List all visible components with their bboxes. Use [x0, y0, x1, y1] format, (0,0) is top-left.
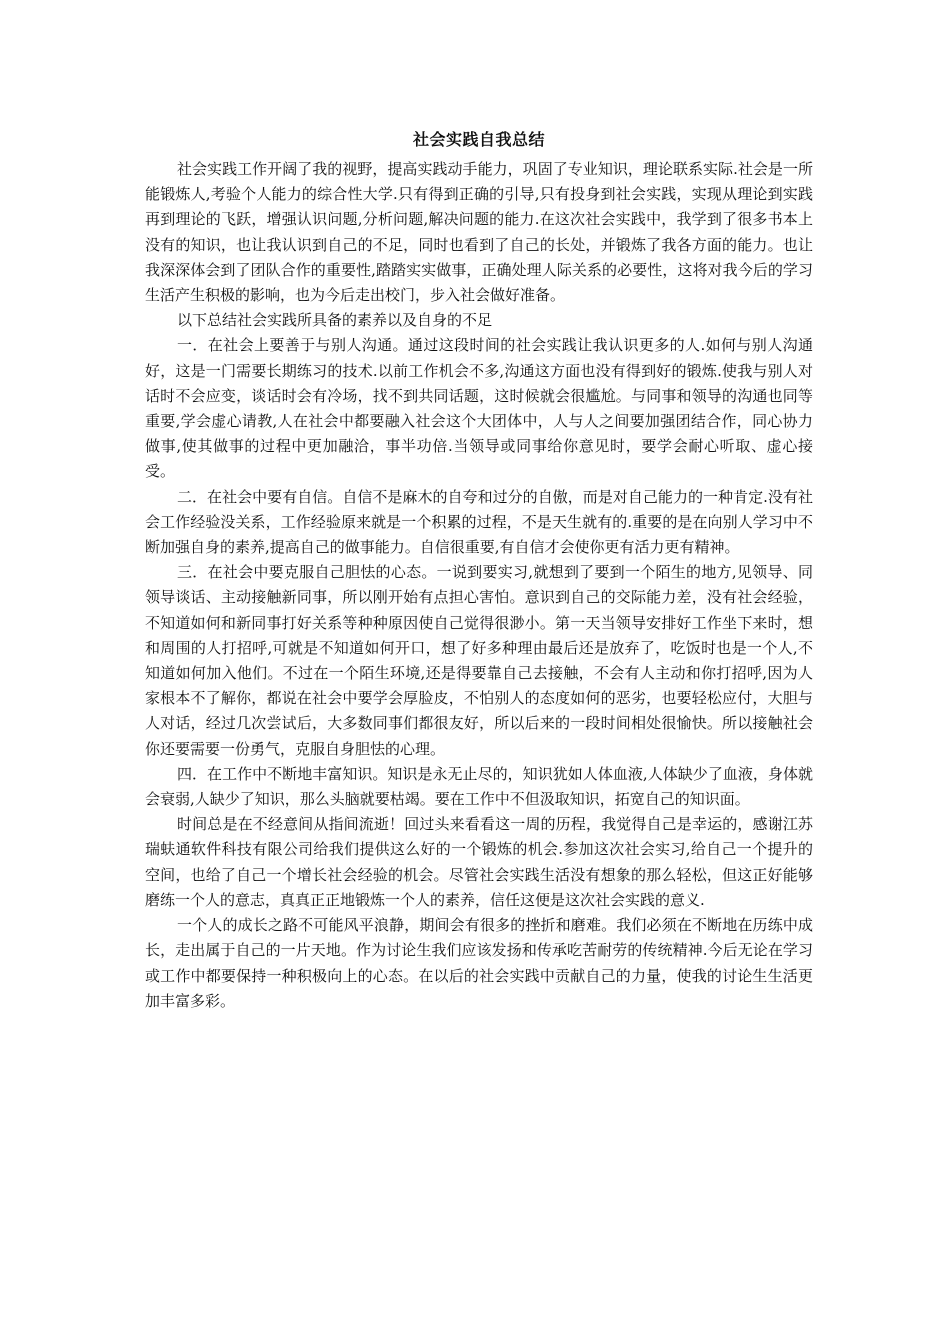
paragraph-conclusion: 一个人的成长之路不可能风平浪静，期间会有很多的挫折和磨难。我们必须在不断地在历练中成长，走出属于自己的一片天地。作为讨论生我们应该发扬和传承吃苦耐劳的传统精神.今后无论在学习或工作中都要保持一种积极向上的心态。在以后的社会实践中贡献自己的力量，使我的讨论生生活更加丰富多彩。 [145, 916, 813, 1010]
document-body [145, 123, 813, 1014]
paragraph-reflection: 时间总是在不经意间从指间流逝！回过头来看看这一周的历程，我觉得自己是幸运的，感谢江苏瑞蚨通软件科技有限公司给我们提供这么好的一个锻炼的机会.参加这次社会实习,给自己一个提升的空间，也给了自己一个增长社会经验的机会。尽管社会实践生活没有想象的那么轻松，但这正好能够磨练一个人的意志，真真正正地锻炼一个人的素养，信任这便是这次社会实践的意义. [145, 815, 813, 909]
paragraph-summary-lead: 以下总结社会实践所具备的素养以及自身的不足 [177, 311, 493, 330]
paragraph-intro: 社会实践工作开阔了我的视野，提高实践动手能力，巩固了专业知识，理论联系实际.社会是一所能锻炼人,考验个人能力的综合性大学.只有得到正确的引导,只有投身到社会实践，实现从理论到实践再到理论的飞跃，增强认识问题,分析问题,解决问题的能力.在这次社会实践中，我学到了很多书本上没有的知识，也让我认识到自己的不足，同时也看到了自己的长处，并锻炼了我各方面的能力。也让我深深体会到了团队合作的重要性,踏踏实实做事，正确处理人际关系的必要性，这将对我今后的学习生活产生积极的影响，也为今后走出校门，步入社会做好准备。 [145, 160, 813, 305]
paragraph-point-2: 二．在社会中要有自信。自信不是麻木的自夸和过分的自傲，而是对自己能力的一种肯定.没有社会工作经验没关系，工作经验原来就是一个积累的过程，不是天生就有的.重要的是在向别人学习中不断加强自身的素养,提高自己的做事能力。自信很重要,有自信才会使你更有活力更有精神。 [145, 487, 813, 557]
document-title: 社会实践自我总结 [412, 130, 545, 149]
paragraph-point-3: 三．在社会中要克服自己胆怯的心态。一说到要实习,就想到了要到一个陌生的地方,见领导、同领导谈话、主动接触新同事，所以刚开始有点担心害怕。意识到自己的交际能力差，没有社会经验，不知道如何和新同事打好关系等种种原因使自己觉得很渺小。第一天当领导安排好工作坐下来时，想和周围的人打招呼,可就是不知道如何开口，想了好多种理由最后还是放弃了，吃饭时也是一个人,不知道如何加入他们。不过在一个陌生环境,还是得要靠自己去接触，不会有人主动和你打招呼,因为人家根本不了解你，都说在社会中要学会厚脸皮，不怕别人的态度如何的恶劣，也要轻松应付，大胆与人对话，经过几次尝试后，大多数同事们都很友好，所以后来的一段时间相处很愉快。所以接触社会你还要需要一份勇气，克服自身胆怯的心理。 [145, 563, 813, 758]
paragraph-point-1: 一．在社会上要善于与别人沟通。通过这段时间的社会实践让我认识更多的人.如何与别人沟通好，这是一门需要长期练习的技术.以前工作机会不多,沟通这方面也没有得到好的锻炼.使我与别人对话时不会应变，谈话时会有冷场，找不到共同话题，这时候就会很尴尬。与同事和领导的沟通也同等重要,学会虚心请教,人在社会中都要融入社会这个大团体中，人与人之间要加强团结合作，同心协力做事,使其做事的过程中更加融洽，事半功倍.当领导或同事给你意见时，要学会耐心听取、虚心接受。 [145, 336, 813, 481]
paragraph-point-4: 四．在工作中不断地丰富知识。知识是永无止尽的，知识犹如人体血液,人体缺少了血液，身体就会衰弱,人缺少了知识，那么头脑就要枯竭。要在工作中不但汲取知识，拓宽自己的知识面。 [145, 764, 813, 809]
